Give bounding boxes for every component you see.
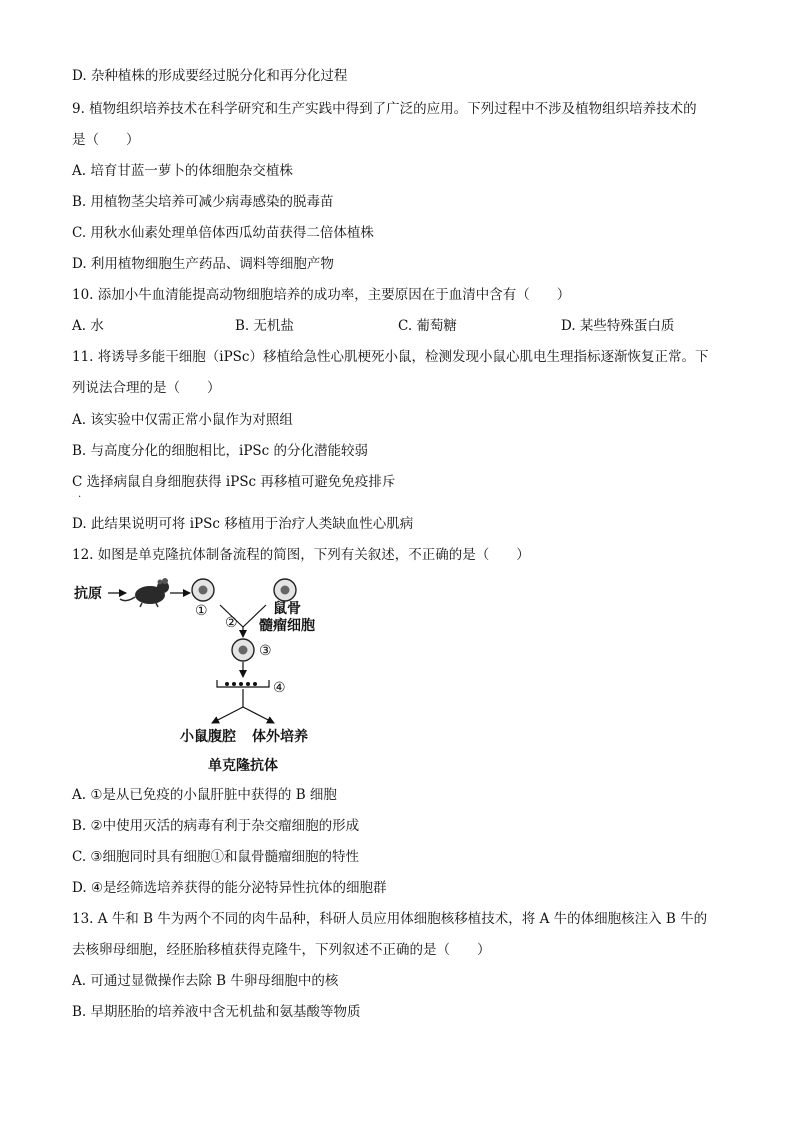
question-12-option-c: C. ③细胞同时具有细胞①和鼠骨髓瘤细胞的特性	[72, 849, 360, 865]
antigen-label: 抗原	[74, 586, 102, 602]
question-10-option-a: A. 水	[72, 318, 104, 334]
split-right-arrow	[243, 707, 274, 723]
myeloma-label-2: 髓瘤细胞	[259, 618, 315, 634]
label-3: ③	[259, 643, 272, 659]
line-8d: D. 杂种植株的形成要经过脱分化和再分化过程	[72, 68, 348, 84]
question-11-option-d: D. 此结果说明可将 iPSc 移植用于治疗人类缺血性心肌病	[72, 516, 414, 532]
question-10-option-b: B. 无机盐	[235, 318, 295, 334]
question-9-option-a: A. 培育甘蓝一萝卜的体细胞杂交植株	[72, 163, 293, 179]
question-11-option-b: B. 与高度分化的细胞相比，iPSc 的分化潜能较弱	[72, 443, 369, 459]
question-12-option-b: B. ②中使用灭活的病毒有利于杂交瘤细胞的形成	[72, 818, 360, 834]
question-12-option-a: A. ①是从已免疫的小鼠肝脏中获得的 B 细胞	[72, 787, 337, 803]
question-13-option-b: B. 早期胚胎的培养液中含无机盐和氨基酸等物质	[72, 1004, 361, 1020]
question-11-option-c: C 选择病鼠自身细胞获得 iPSc 再移植可避免免疫排斥	[72, 474, 396, 490]
myeloma-label-1: 鼠骨	[273, 601, 301, 617]
question-10-option-d: D. 某些特殊蛋白质	[561, 318, 675, 334]
question-9-option-b: B. 用植物茎尖培养可减少病毒感染的脱毒苗	[72, 194, 334, 210]
label-1: ①	[195, 603, 208, 619]
question-13-stem: 13. A 牛和 B 牛为两个不同的肉牛品种，科研人员应用体细胞核移植技术，将 A 牛的体细胞核注入 B 牛的	[72, 911, 708, 927]
question-11-stem-cont: 列说法合理的是（ ）	[72, 380, 221, 396]
question-12-option-d: D. ④是经筛选培养获得的能分泌特异性抗体的细胞群	[72, 880, 387, 896]
split-left-arrow	[212, 707, 243, 723]
question-13-stem-cont: 去核卵母细胞，经胚胎移植获得克隆牛，下列叙述不正确的是（ ）	[72, 942, 491, 958]
in-vitro-culture-label: 体外培养	[252, 729, 308, 745]
question-12-stem: 12. 如图是单克隆抗体制备流程的简图，下列有关叙述，不正确的是（ ）	[72, 547, 530, 563]
hybridoma-cell-icon	[232, 639, 254, 661]
myeloma-cell-icon	[274, 579, 296, 601]
question-13-option-a: A. 可通过显微操作去除 B 牛卵母细胞中的核	[72, 973, 339, 989]
monoclonal-antibody-label: 单克隆抗体	[208, 758, 278, 774]
question-10-option-c: C. 葡萄糖	[398, 318, 457, 334]
question-9-stem-cont: 是（ ）	[72, 132, 140, 148]
b-cell-icon	[192, 579, 214, 601]
question-9-stem: 9. 植物组织培养技术在科学研究和生产实践中得到了广泛的应用。下列过程中不涉及植物组织培养技术的	[72, 101, 697, 117]
label-4: ④	[273, 680, 286, 696]
question-11-option-a: A. 该实验中仅需正常小鼠作为对照组	[72, 412, 293, 428]
question-11-option-c-dot: .	[78, 489, 82, 500]
question-11-stem: 11. 将诱导多能干细胞（iPSc）移植给急性心肌梗死小鼠，检测发现小鼠心肌电生理指标逐渐恢复正常。下	[72, 349, 709, 365]
question-9-option-d: D. 利用植物细胞生产药品、调料等细胞产物	[72, 256, 334, 272]
monoclonal-antibody-diagram	[70, 573, 330, 778]
question-10-stem: 10. 添加小牛血清能提高动物细胞培养的成功率，主要原因在于血清中含有（ ）	[72, 287, 571, 303]
mouse-cavity-label: 小鼠腹腔	[180, 729, 236, 745]
label-2: ②	[225, 615, 238, 631]
question-9-option-c: C. 用秋水仙素处理单倍体西瓜幼苗获得二倍体植株	[72, 225, 374, 241]
cell-colony-dish	[217, 680, 269, 687]
question-10-options	[72, 317, 732, 335]
mouse-icon	[120, 578, 169, 607]
